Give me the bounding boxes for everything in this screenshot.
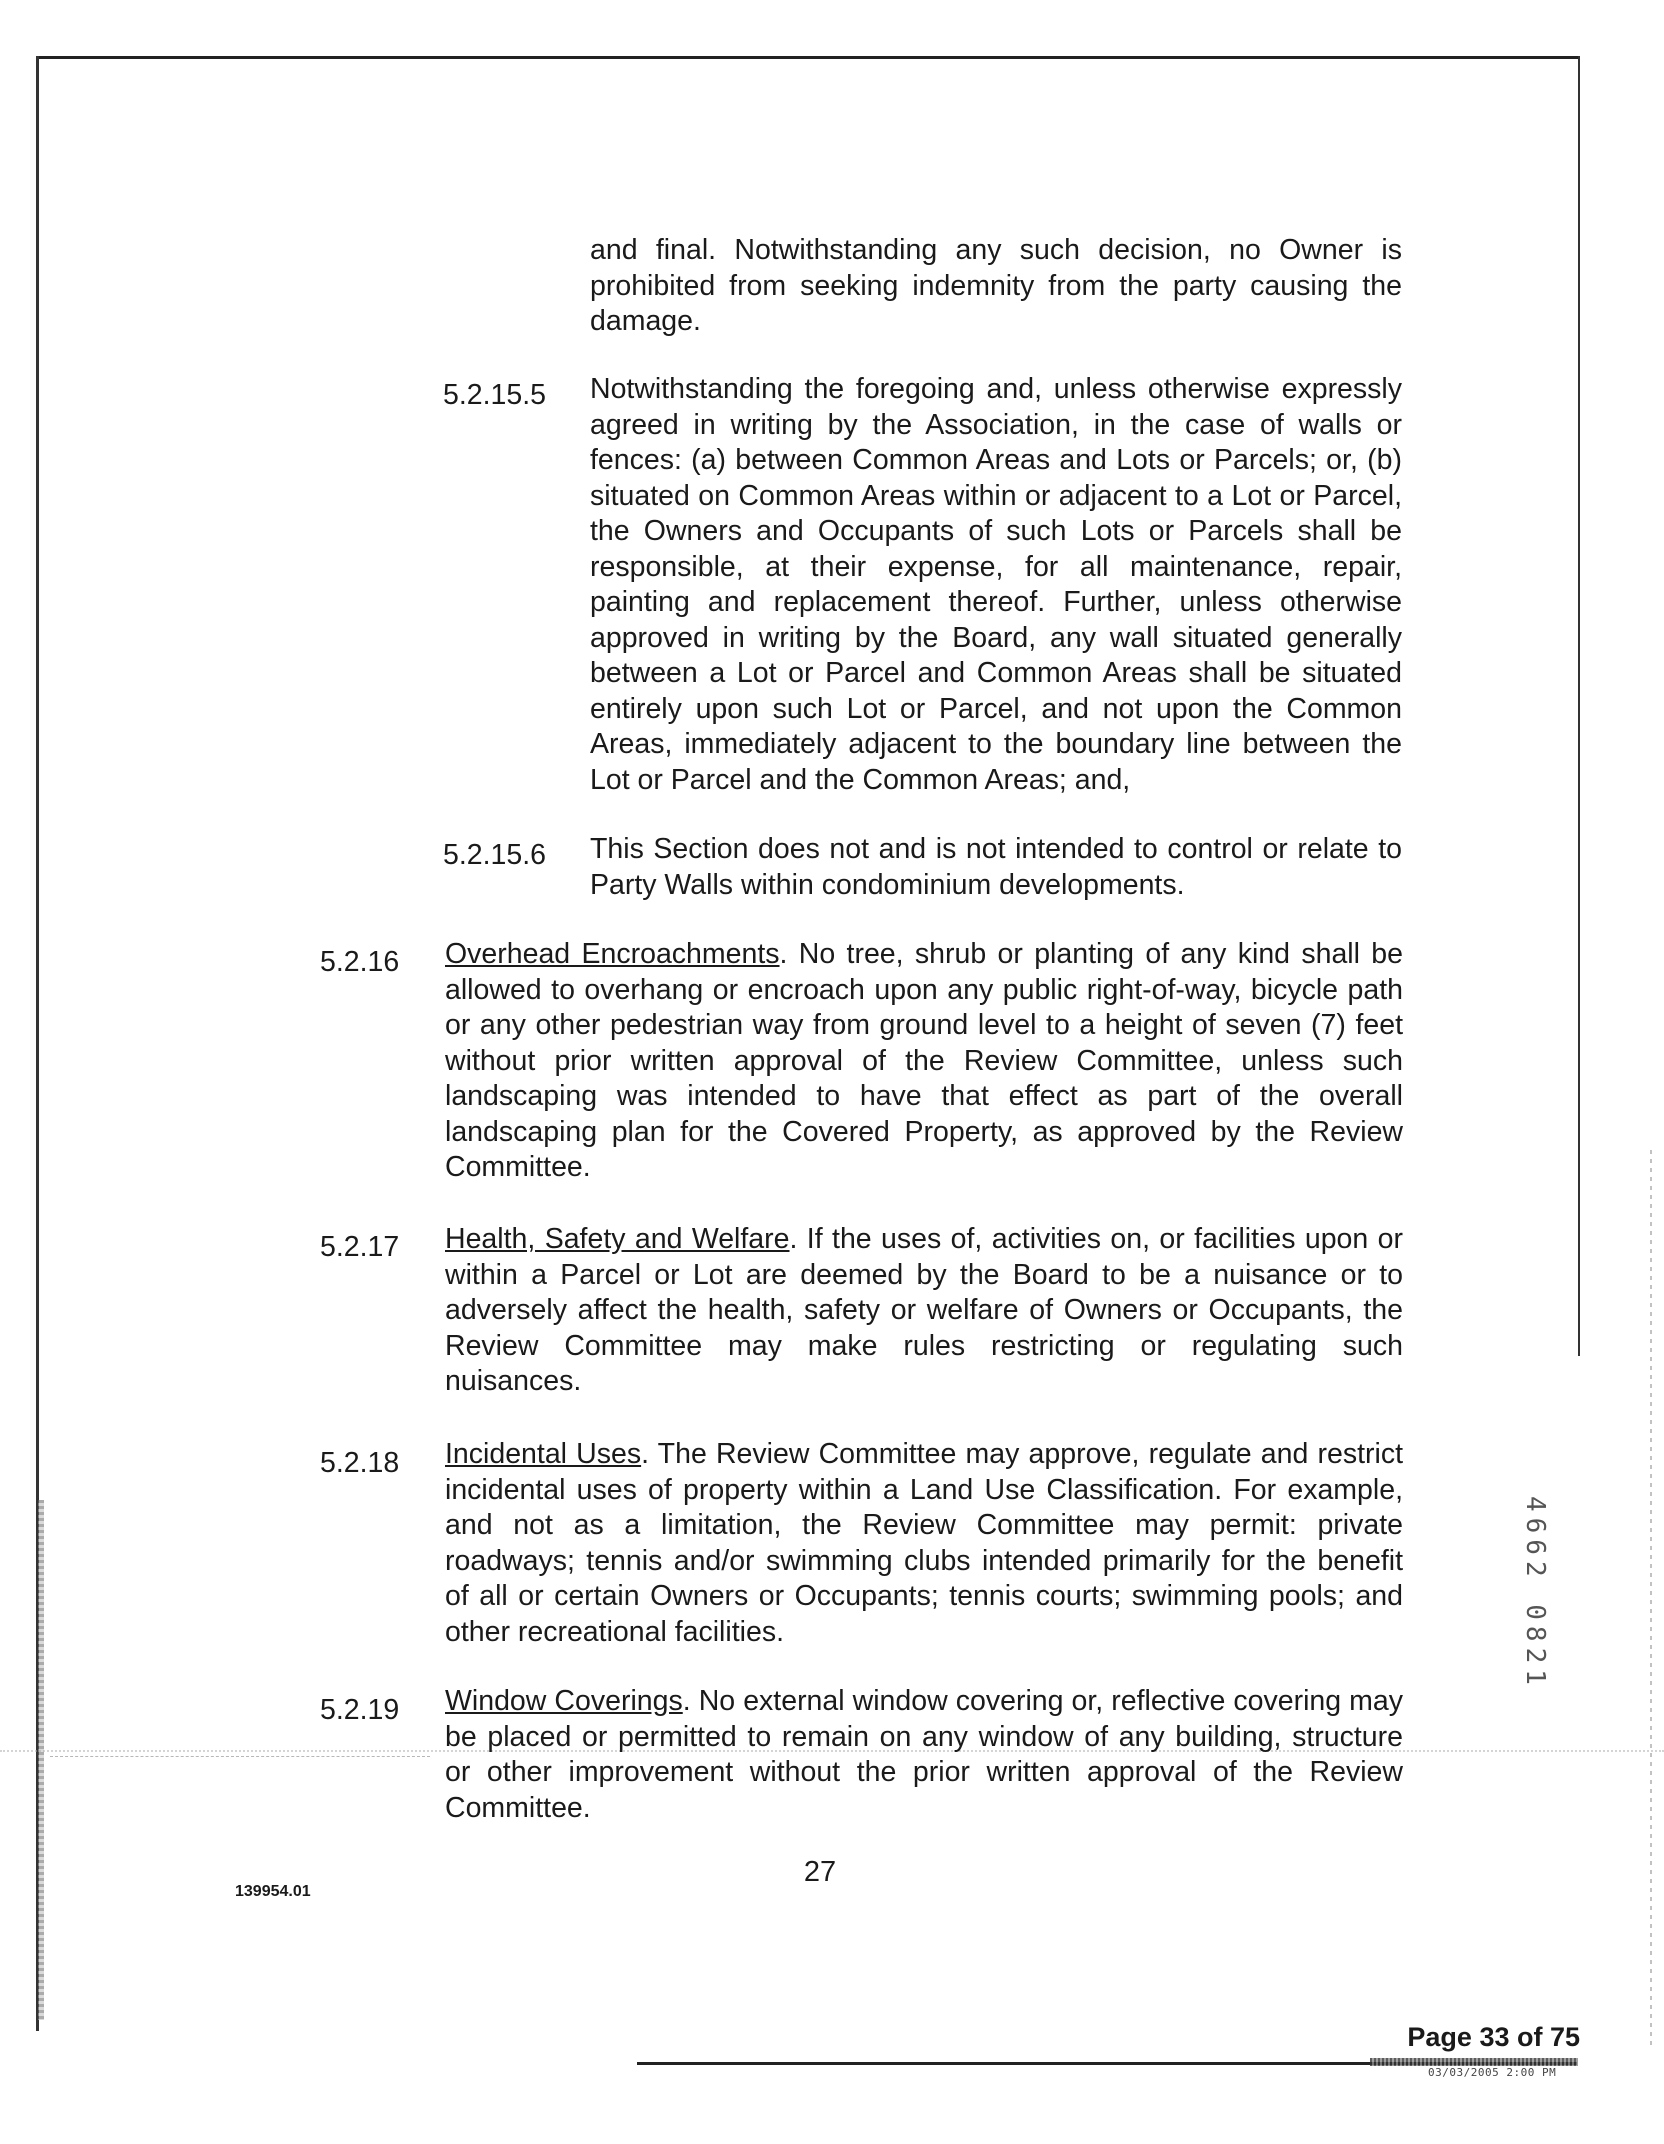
- footer-rule-stamp-bar: [1370, 2058, 1578, 2066]
- section-5-2-19-heading: Window Coverings: [445, 1685, 683, 1717]
- scan-noise-line-secondary: [50, 1756, 430, 1757]
- section-5-2-17-text: . If the uses of, activities on, or facilities upon or within a Parcel or Lot are deemed by the Board to be a nuisance or to adversely affect the health, safety or welfare of Owners or Occupants, the Review Committee may make rules restricting or regulating such nuisances.: [445, 1223, 1403, 1397]
- section-number-5-2-15-6: 5.2.15.6: [443, 839, 547, 871]
- section-5-2-18-text: . The Review Committee may approve, regulate and restrict incidental uses of property within a Land Use Classification. For example, and not as a limitation, the Review Committee may permit: private roadways; tennis and/or swimming clubs intended primarily for the benefit of all or certain Owners or Occupants; tennis courts; swimming pools; and other recreational facilities.: [445, 1438, 1403, 1648]
- section-5-2-16: [445, 937, 1403, 1186]
- section-5-2-16-heading: Overhead Encroachments: [445, 938, 780, 970]
- scan-artifact-left: [38, 1500, 44, 2020]
- recording-timestamp: 03/03/2005 2:00 PM: [1428, 2066, 1557, 2079]
- section-number-5-2-19: 5.2.19: [320, 1694, 400, 1726]
- section-5-2-19: [445, 1684, 1403, 1826]
- section-number-5-2-16: 5.2.16: [320, 946, 400, 978]
- scan-artifact-right: [1650, 1150, 1652, 2050]
- section-5-2-19-text: . No external window covering or, reflective covering may be placed or permitted to remain on any window of any building, structure or other improvement without the prior written approval of the Review Committee.: [445, 1685, 1403, 1824]
- section-5-2-15-6-text: This Section does not and is not intended to control or relate to Party Walls within condominium developments.: [590, 833, 1402, 901]
- section-number-5-2-15-5: 5.2.15.5: [443, 379, 547, 411]
- section-number-5-2-18: 5.2.18: [320, 1447, 400, 1479]
- frame-top-border: [36, 56, 1580, 59]
- document-id: 139954.01: [235, 1883, 311, 1900]
- frame-right-border: [1578, 56, 1580, 1356]
- section-5-2-18: [445, 1437, 1403, 1650]
- margin-recording-stamp: 4662 0821: [1520, 1496, 1550, 1691]
- section-5-2-17: [445, 1222, 1403, 1400]
- continuation-paragraph: and final. Notwithstanding any such decision, no Owner is prohibited from seeking indemnity from the party causing the damage.: [590, 234, 1402, 337]
- section-5-2-15-5-text: Notwithstanding the foregoing and, unless otherwise expressly agreed in writing by the Association, in the case of walls or fences: (a) between Common Areas and Lots or Parcels; or, (b) situated on Common Areas within or adjacent to a Lot or Parcel, the Owners and Occupants of such Lots or Parcels shall be responsible, at their expense, for all maintenance, repair, painting and replacement thereof. Further, unless otherwise approved in writing by the Board, any wall situated generally between a Lot or Parcel and Common Areas shall be situated entirely upon such Lot or Parcel, and not upon the Common Areas, immediately adjacent to the boundary line between the Lot or Parcel and the Common Areas; and,: [590, 373, 1402, 796]
- section-5-2-16-text: . No tree, shrub or planting of any kind shall be allowed to overhang or encroach upon any public right-of-way, bicycle path or any other pedestrian way from ground level to a height of seven (7) feet without prior written approval of the Review Committee, unless such landscaping was intended to have that effect as part of the overall landscaping plan for the Covered Property, as approved by the Review Committee.: [445, 938, 1404, 1183]
- page-number: 27: [803, 1856, 837, 1888]
- section-number-5-2-17: 5.2.17: [320, 1231, 400, 1263]
- section-5-2-17-heading: Health, Safety and Welfare: [445, 1223, 790, 1255]
- section-5-2-18-heading: Incidental Uses: [445, 1438, 642, 1470]
- page-of-total: Page 33 of 75: [1407, 2022, 1580, 2052]
